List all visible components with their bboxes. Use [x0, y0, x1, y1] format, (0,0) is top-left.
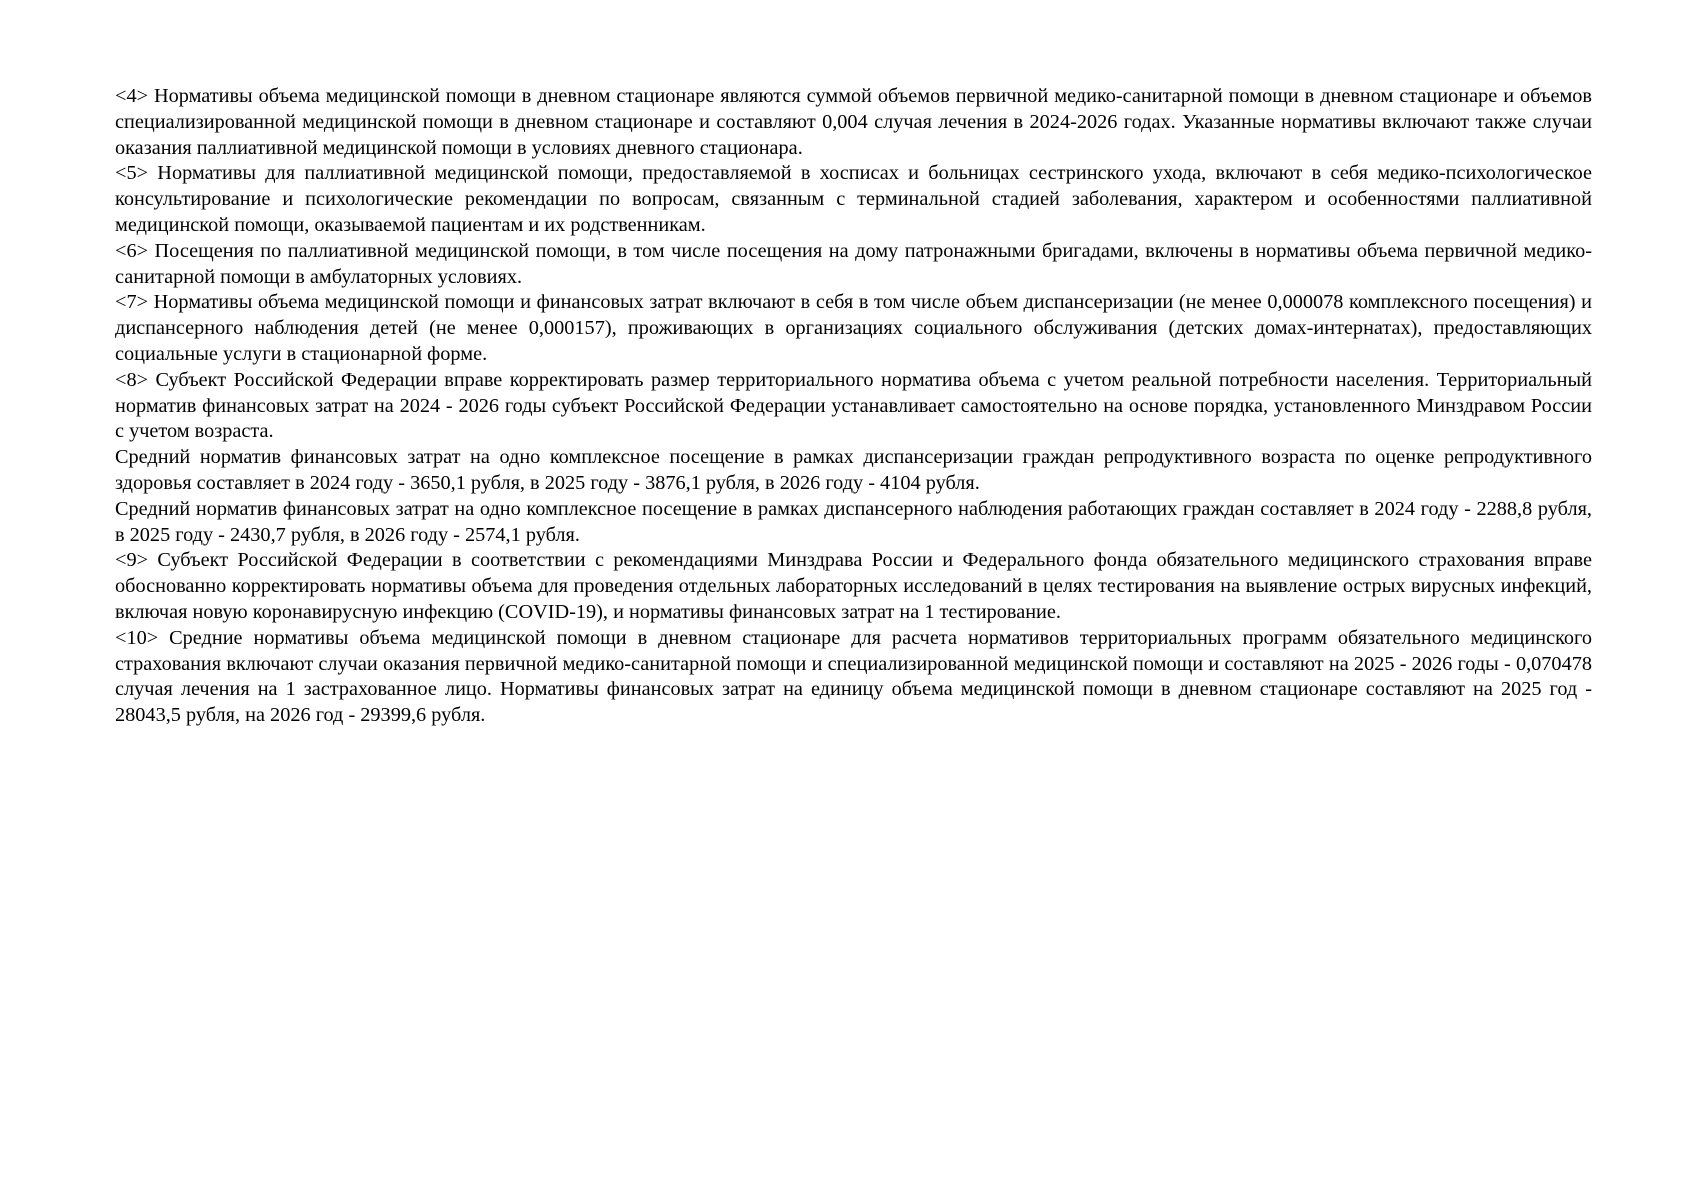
document-page — [115, 84, 1592, 729]
footnote-8: <8> Субъект Российской Федерации вправе корректировать размер территориального норматива объема с учетом реальной потребности населения. Территориальный норматив финансовых затрат на 2024 - 2026 годы субъект Российской Федерации устанавливает самостоятельно на основе порядка, установленного Минздравом России с учетом возраста. — [115, 368, 1592, 443]
footnote-7: <7> Нормативы объема медицинской помощи и финансовых затрат включают в себя в том числе объем диспансеризации (не менее 0,000078 комплексного посещения) и диспансерного наблюдения детей (не менее 0,000157), проживающих в организациях социального обслуживания (детских домах-интернатах), предоставляющих социальные услуги в стационарной форме. — [115, 291, 1592, 365]
footnote-10: <10> Средние нормативы объема медицинской помощи в дневном стационаре для расчета нормативов территориальных программ обязательного медицинского страхования включают случаи оказания первичной медико-санитарной помощи и специализированной медицинской помощи и составляют на 2025 - 2026 годы - 0,070478 случая лечения на 1 застрахованное лицо. Нормативы финансовых затрат на единицу объема медицинской помощи в дневном стационаре составляют на 2025 год - 28043,5 рубля, на 2026 год - 29399,6 рубля. — [115, 626, 1592, 727]
footnote-4: <4> Нормативы объема медицинской помощи в дневном стационаре являются суммой объемов первичной медико-санитарной помощи в дневном стационаре и объемов специализированной медицинской помощи в дневном стационаре и составляют 0,004 случая лечения в 2024-2026 годах. Указанные нормативы включают также случаи оказания паллиативной медицинской помощи в условиях дневного стационара. — [115, 85, 1592, 159]
footnote-6: <6> Посещения по паллиативной медицинской помощи, в том числе посещения на дому патронажными бригадами, включены в нормативы объема первичной медико-санитарной помощи в амбулаторных условиях. — [115, 239, 1592, 288]
footnote-8-paragraph-reproductive: Средний норматив финансовых затрат на одно комплексное посещение в рамках диспансеризации граждан репродуктивного возраста по оценке репродуктивного здоровья составляет в 2024 году - 3650,1 рубля, в 2025 году - 3876,1 рубля, в 2026 году - 4104 рубля. — [115, 446, 1592, 494]
footnote-8-paragraph-dispensary: Средний норматив финансовых затрат на одно комплексное посещение в рамках диспансерного наблюдения работающих граждан составляет в 2024 году - 2288,8 рубля, в 2025 году - 2430,7 рубля, в 2026 году - 2574,1 рубля. — [115, 497, 1592, 546]
footnote-5: <5> Нормативы для паллиативной медицинской помощи, предоставляемой в хосписах и больницах сестринского ухода, включают в себя медико-психологическое консультирование и психологические рекомендации по вопросам, связанным с терминальной стадией заболевания, характером и особенностями паллиативной медицинской помощи, оказываемой пациентам и их родственникам. — [115, 162, 1592, 236]
footnote-9: <9> Субъект Российской Федерации в соответствии с рекомендациями Минздрава России и Федерального фонда обязательного медицинского страхования вправе обоснованно корректировать нормативы объема для проведения отдельных лабораторных исследований в целях тестирования на выявление острых вирусных инфекций, включая новую коронавирусную инфекцию (COVID-19), и нормативы финансовых затрат на 1 тестирование. — [115, 549, 1592, 623]
